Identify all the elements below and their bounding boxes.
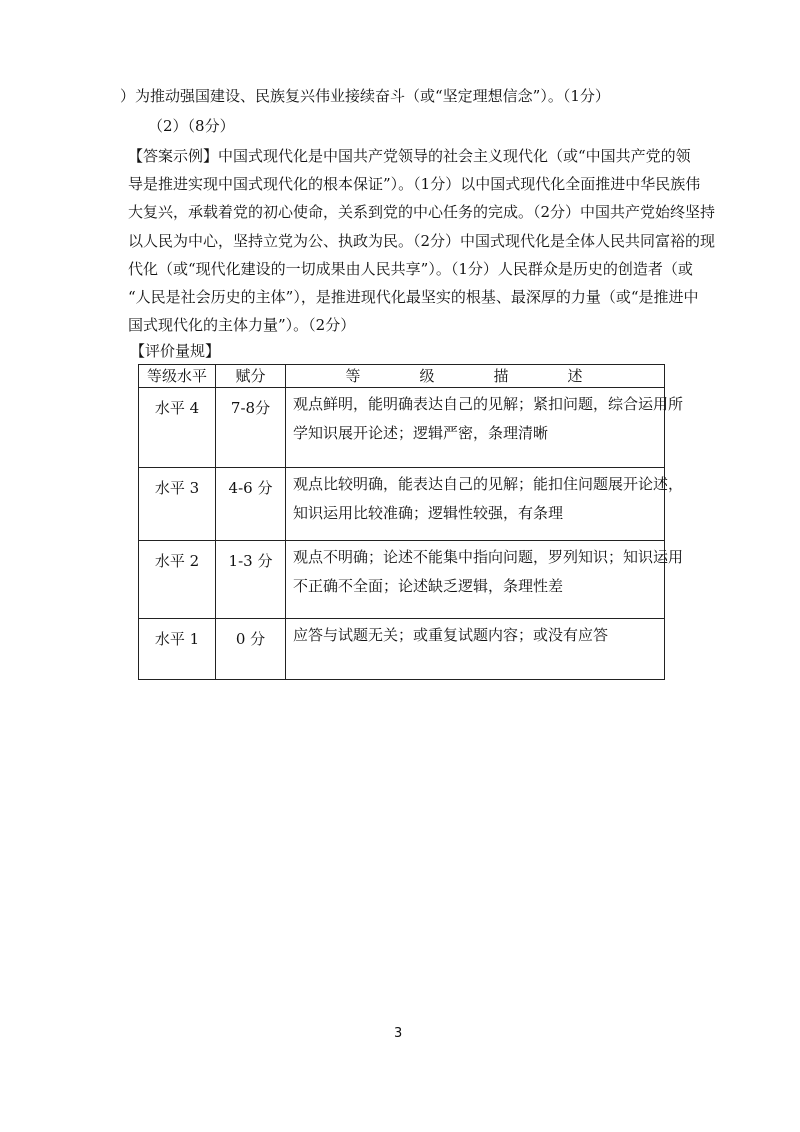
answer-line-8: 国式现代化的主体力量”）。（2分） — [128, 316, 356, 334]
level-cell: 水平 2 — [139, 541, 216, 619]
score-cell: 0 分 — [216, 619, 286, 680]
answer-line-1: ）为推动强国建设、民族复兴伟业接续奋斗（或“坚定理想信念”）。（1分） — [120, 87, 610, 105]
answer-line-7: “人民是社会历史的主体”），是推进现代化最坚实的根基、最深厚的力量（或“是推进中 — [128, 288, 699, 306]
description-line: 观点比较明确，能表达自己的见解；能扣住问题展开论述， — [293, 475, 684, 493]
rubric-table — [138, 364, 684, 680]
description-line: 观点鲜明，能明确表达自己的见解；紧扣问题，综合运用所 — [293, 395, 684, 413]
table-row — [139, 388, 665, 468]
answer-line-4: 大复兴，承载着党的初心使命，关系到党的中心任务的完成。（2分）中国共产党始终坚持 — [128, 203, 716, 221]
score-cell: 4-6 分 — [216, 468, 286, 541]
level-cell: 水平 3 — [139, 468, 216, 541]
description-cell — [286, 468, 684, 541]
level-cell: 水平 4 — [139, 388, 216, 468]
answer-line-2: 【答案示例】中国式现代化是中国共产党领导的社会主义现代化（或“中国共产党的领 — [128, 147, 691, 165]
rubric-header-row — [139, 365, 665, 388]
score-cell: 1-3 分 — [216, 541, 286, 619]
description-line: 观点不明确；论述不能集中指向问题，罗列知识；知识运用 — [293, 548, 684, 566]
header-level: 等级水平 — [139, 365, 216, 388]
question-2-header: （2）（8分） — [148, 117, 235, 135]
level-cell: 水平 1 — [139, 619, 216, 680]
answer-line-6: 代化（或“现代化建设的一切成果由人民共享”）。（1分）人民群众是历史的创造者（或 — [128, 260, 693, 278]
page-number: 3 — [394, 1026, 403, 1041]
description-cell — [286, 619, 665, 680]
header-description: 等 级 描 述 — [286, 365, 665, 388]
answer-line-3: 导是推进实现中国式现代化的根本保证”）。（1分）以中国式现代化全面推进中华民族伟 — [128, 175, 701, 193]
table-row — [139, 619, 665, 680]
answer-line-5: 以人民为中心，坚持立党为公、执政为民。（2分）中国式现代化是全体人民共同富裕的现 — [128, 232, 716, 250]
description-line: 知识运用比较准确；逻辑性较强，有条理 — [293, 504, 564, 522]
description-line: 不正确不全面；论述缺乏逻辑，条理性差 — [293, 577, 564, 595]
description-line: 学知识展开论述；逻辑严密，条理清晰 — [293, 424, 549, 442]
description-line: 应答与试题无关；或重复试题内容；或没有应答 — [293, 626, 609, 644]
description-cell — [286, 541, 684, 619]
rubric-title: 【评价量规】 — [130, 342, 221, 360]
table-row — [139, 468, 665, 541]
table-row — [139, 541, 665, 619]
header-score: 赋分 — [216, 365, 286, 388]
score-cell: 7-8分 — [216, 388, 286, 468]
description-cell — [286, 388, 684, 468]
